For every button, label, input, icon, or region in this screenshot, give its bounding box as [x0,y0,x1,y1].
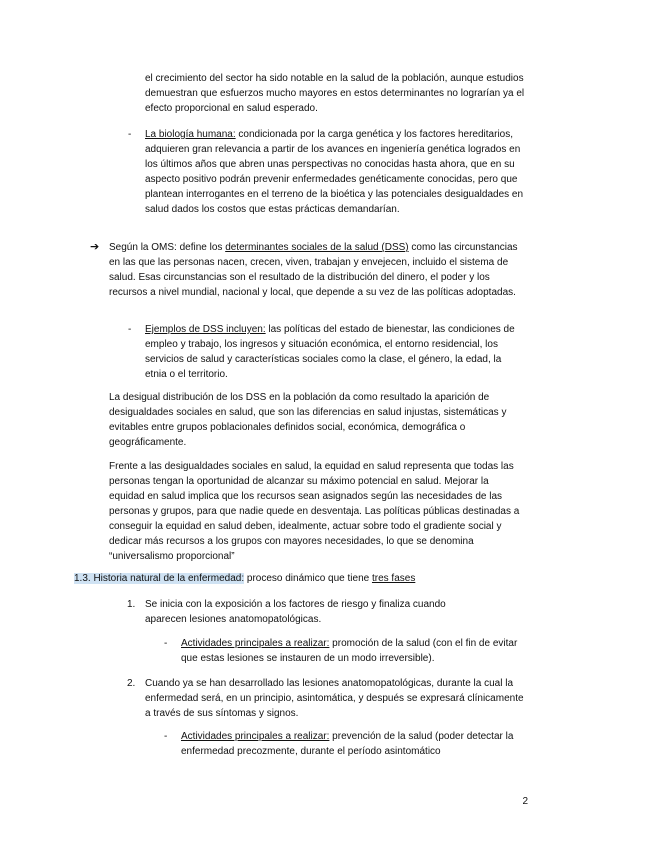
heading-label: 1.3. Historia natural de la enfermedad: [74,573,245,584]
oms-link: determinantes sociales de la salud (DSS) [225,242,409,253]
sub-text: promoción de la salud (con el fin de evitar que estas lesiones se instauren de un modo irreversible). [181,638,518,664]
heading-text: proceso dinámico que tiene [244,573,372,584]
sub-bullet [181,636,526,666]
bullet-text: condicionada por la carga genética y los factores hereditarios, adquieren gran relevancia a partir de los avances en ingeniería genética logrados en los últimos años que abren unas perspectivas no conocidas hasta ahora, que en su aspecto positivo podrán prevenir enfermedades genéticamente conocidas, pero que plantean interrogantes en el terreno de la bioética y las potenciales desigualdades en salud dados los costos que estas prácticas demandarían. [145,129,524,215]
arrow-bullet-icon: ➔ [90,241,100,253]
heading-link: tres fases [371,573,416,584]
bullet-dash: - [128,324,132,335]
bullet-dash: - [128,129,132,140]
paragraph-continuation [145,71,527,116]
sub-text: prevención de la salud (poder detectar la enfermedad precozmente, durante el período asintomático [181,731,514,757]
list-item-text: Se inicia con la exposición a los factores de riesgo y finaliza cuando aparecen lesiones anatomopatológicas. [145,599,446,625]
paragraph-text: Frente a las desigualdades sociales en salud, la equidad en salud representa que todas las personas tengan la oportunidad de alcanzar su máximo potencial en salud. Mejorar la equidad en salud implica que los recursos sean asignados según las necesidades de las personas y grupos, para que nadie quede en desventaja. Las políticas públicas destinadas a conseguir la equidad en salud deben, idealmente, actuar sobre todo el gradiente social y dedicar más recursos a los grupos con mayores necesidades, lo que se denomina “universalismo proporcional” [109,461,520,562]
paragraph-desigual [109,390,519,450]
bullet-dash: - [164,731,168,742]
sub-label: Actividades principales a realizar: [181,638,330,649]
bullet-label: Ejemplos de DSS incluyen: [145,324,266,335]
bullet-oms [109,240,519,300]
sub-label: Actividades principales a realizar: [181,731,330,742]
paragraph-text: el crecimiento del sector ha sido notable en la salud de la población, aunque estudios demuestran que esfuerzos mucho mayores en estos determinantes no lograrían ya el efecto proporcional en salud esperado. [145,73,525,114]
list-number: 1. [127,599,136,610]
list-item [145,597,485,627]
section-heading [74,571,534,586]
page-number: 2 [522,796,528,807]
list-item [145,676,525,721]
list-item-text: Cuando ya se han desarrollado las lesiones anatomopatológicas, durante la cual la enfermedad será, en un principio, asintomática, y después se expresará clínicamente a través de sus síntomas y signos. [145,678,524,719]
list-number: 2. [127,678,136,689]
bullet-biologia [145,127,528,217]
bullet-dash: - [164,638,168,649]
bullet-label: La biología humana: [145,129,236,140]
sub-bullet [181,729,526,759]
bullet-text: las políticas del estado de bienestar, las condiciones de empleo y trabajo, los ingresos y situación económica, el entorno residencial, los servicios de salud y características sociales como la clase, el género, la edad, la etnia o el territorio. [145,324,515,380]
paragraph-frente [109,459,527,564]
oms-pre: Según la OMS: define los [109,242,226,253]
bullet-ejemplos [145,322,521,382]
oms-post: como las circunstancias en las que las personas nacen, crecen, viven, trabajan y envejecen, incluido el sistema de salud. Esas circunstancias son el resultado de la distribución del dinero, el poder y los recursos a nivel mundial, nacional y local, que depende a su vez de las políticas adoptadas. [109,242,518,298]
paragraph-text: La desigual distribución de los DSS en la población da como resultado la aparición de desigualdades sociales en salud, que son las diferencias en salud injustas, sistemáticas y evitables entre grupos poblacionales definidos social, económica, demográfica o geográficamente. [109,392,507,448]
